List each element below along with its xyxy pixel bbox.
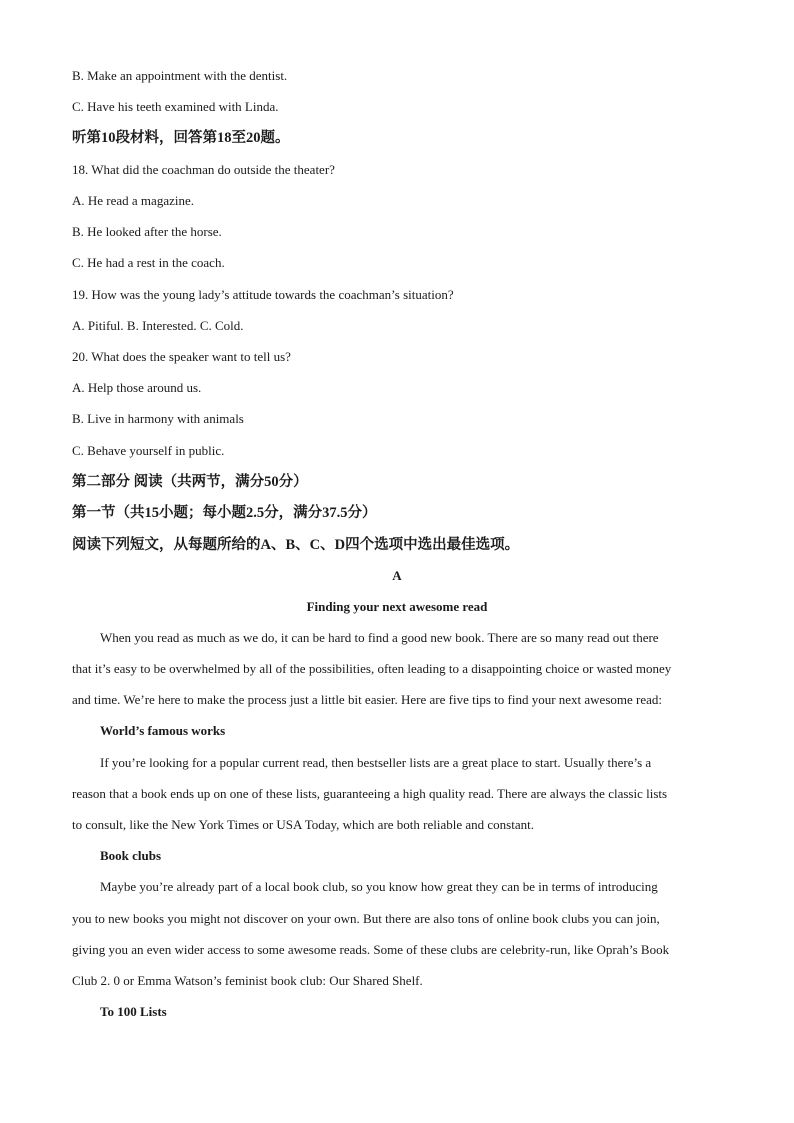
option-20a: A. Help those around us.	[72, 380, 202, 395]
option-17b: B. Make an appointment with the dentist.	[72, 68, 288, 83]
paragraph-line: reason that a book ends up on one of these lists, guaranteeing a high quality read. There are always the classic lists	[72, 786, 668, 801]
subheading-famous-works: World’s famous works	[100, 723, 226, 738]
part-two-heading: 第二部分 阅读（共两节，满分50分）	[72, 474, 308, 490]
passage-title: Finding your next awesome read	[306, 599, 488, 614]
option-18b: B. He looked after the horse.	[72, 224, 222, 239]
question-20: 20. What does the speaker want to tell us?	[72, 349, 291, 364]
paragraph-line: Club 2. 0 or Emma Watson’s feminist book club: Our Shared Shelf.	[72, 973, 423, 988]
paragraph-line: giving you an even wider access to some awesome reads. Some of these clubs are celebrity-run, like Oprah’s Book	[72, 942, 670, 957]
paragraph-line: Maybe you’re already part of a local book club, so you know how great they can be in terms of introducing	[100, 879, 658, 894]
paragraph-line: If you’re looking for a popular current read, then bestseller lists are a great place to start. Usually there’s a	[100, 755, 652, 770]
section-heading-10: 听第10段材料，回答第18至20题。	[72, 130, 290, 146]
option-20c: C. Behave yourself in public.	[72, 443, 225, 458]
paragraph-line: and time. We’re here to make the process just a little bit easier. Here are five tips to find your next awesome read:	[72, 692, 663, 707]
section-one-heading: 第一节（共15小题；每小题2.5分，满分37.5分）	[72, 505, 377, 521]
passage-letter: A	[392, 568, 402, 583]
question-18: 18. What did the coachman do outside the theater?	[72, 162, 335, 177]
option-20b: B. Live in harmony with animals	[72, 411, 244, 426]
reading-instructions: 阅读下列短文，从每题所给的A、B、C、D四个选项中选出最佳选项。	[72, 537, 520, 553]
paragraph-line: that it’s easy to be overwhelmed by all of the possibilities, often leading to a disappointing choice or wasted money	[72, 661, 672, 676]
subheading-top-100-lists: To 100 Lists	[100, 1004, 167, 1019]
paragraph-line: you to new books you might not discover on your own. But there are also tons of online book clubs you can join,	[72, 911, 660, 926]
paragraph-line: When you read as much as we do, it can be hard to find a good new book. There are so many read out there	[100, 630, 659, 645]
subheading-book-clubs: Book clubs	[100, 848, 162, 863]
question-19: 19. How was the young lady’s attitude towards the coachman’s situation?	[72, 287, 454, 302]
options-19: A. Pitiful. B. Interested. C. Cold.	[72, 318, 244, 333]
option-17c: C. Have his teeth examined with Linda.	[72, 99, 279, 114]
option-18a: A. He read a magazine.	[72, 193, 194, 208]
paragraph-line: to consult, like the New York Times or USA Today, which are both reliable and constant.	[72, 817, 534, 832]
option-18c: C. He had a rest in the coach.	[72, 255, 225, 270]
